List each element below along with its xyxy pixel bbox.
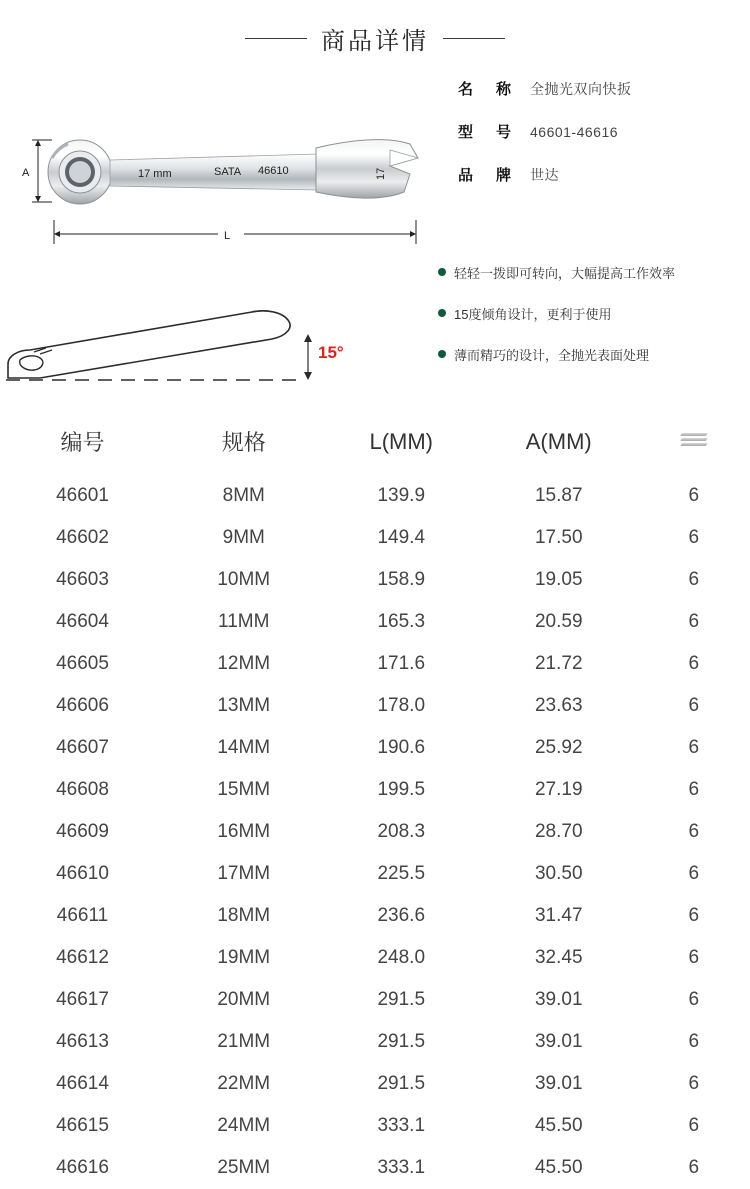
cell-thickness: 39.01 [480,1021,638,1063]
table-row [0,475,750,517]
table-row [0,559,750,601]
cell-size: 18MM [165,895,323,937]
cell-length: 139.9 [323,475,481,517]
cell-length: 190.6 [323,727,481,769]
cell-length: 165.3 [323,601,481,643]
cell-size: 21MM [165,1021,323,1063]
cell-code: 46608 [0,769,165,811]
cell-size: 10MM [165,559,323,601]
cell-thickness: 30.50 [480,853,638,895]
cell-size: 16MM [165,811,323,853]
spec-value-brand: 世达 [530,165,559,185]
cell-size: 17MM [165,853,323,895]
spec-value-name: 全抛光双向快扳 [530,79,632,99]
cell-length: 199.5 [323,769,481,811]
cell-length: 248.0 [323,937,481,979]
column-header-code: 编号 [0,414,165,475]
page-title: 商品详情 [321,21,429,56]
cell-code: 46616 [0,1147,165,1189]
cell-packaging: 6 [638,643,750,685]
cell-packaging: 6 [638,517,750,559]
cell-size: 20MM [165,979,323,1021]
cell-thickness: 39.01 [480,1063,638,1105]
cell-code: 46611 [0,895,165,937]
bullet-icon [438,309,446,317]
cell-size: 24MM [165,1105,323,1147]
cell-packaging: 6 [638,601,750,643]
feature-text: 轻轻一拨即可转向，大幅提高工作效率 [454,263,675,282]
feature-text: 薄而精巧的设计，全抛光表面处理 [454,345,649,364]
header-rule-left [245,38,307,39]
cell-size: 14MM [165,727,323,769]
cell-length: 208.3 [323,811,481,853]
angle-diagram-svg [0,290,420,400]
cell-thickness: 17.50 [480,517,638,559]
wrench-side-outline [8,311,290,378]
cell-thickness: 19.05 [480,559,638,601]
cell-packaging: 6 [638,1063,750,1105]
cell-size: 8MM [165,475,323,517]
spec-row-model [458,121,732,142]
cell-length: 178.0 [323,685,481,727]
cell-thickness: 45.50 [480,1105,638,1147]
cell-size: 12MM [165,643,323,685]
product-overview-section [0,62,750,267]
table-row [0,727,750,769]
cell-length: 291.5 [323,1021,481,1063]
table-row [0,937,750,979]
table-row [0,1063,750,1105]
table-row [0,643,750,685]
cell-size: 13MM [165,685,323,727]
cell-code: 46603 [0,559,165,601]
column-header-length: L(MM) [323,414,481,475]
cell-size: 25MM [165,1147,323,1189]
spec-value-model: 46601-46616 [530,124,618,140]
cell-packaging: 6 [638,811,750,853]
table-row [0,769,750,811]
cell-length: 225.5 [323,853,481,895]
cell-code: 46605 [0,643,165,685]
table-body [0,475,750,1189]
spec-row-brand [458,164,732,185]
cell-code: 46615 [0,1105,165,1147]
cell-code: 46602 [0,517,165,559]
dimension-l [54,220,416,244]
wrench-photo-svg [18,62,438,262]
angle-indicator [304,334,344,380]
cell-packaging: 6 [638,1021,750,1063]
cell-packaging: 6 [638,979,750,1021]
angle-label: 15° [318,343,344,362]
cell-code: 46609 [0,811,165,853]
table-header-row [0,414,750,475]
cell-thickness: 23.63 [480,685,638,727]
cell-size: 22MM [165,1063,323,1105]
table-row [0,1021,750,1063]
cell-size: 9MM [165,517,323,559]
cell-thickness: 45.50 [480,1147,638,1189]
cell-packaging: 6 [638,1105,750,1147]
table-row [0,853,750,895]
cell-code: 46617 [0,979,165,1021]
cell-packaging: 6 [638,937,750,979]
cell-length: 333.1 [323,1147,481,1189]
page-header [0,0,750,62]
cell-length: 149.4 [323,517,481,559]
cell-thickness: 21.72 [480,643,638,685]
cell-size: 15MM [165,769,323,811]
table-row [0,1147,750,1189]
cell-code: 46604 [0,601,165,643]
cell-packaging: 6 [638,727,750,769]
cell-code: 46607 [0,727,165,769]
table-row [0,895,750,937]
spec-label-brand: 品 牌 [458,164,530,185]
cell-packaging: 6 [638,1147,750,1189]
cell-code: 46613 [0,1021,165,1063]
cell-length: 333.1 [323,1105,481,1147]
cell-code: 46606 [0,685,165,727]
table-row [0,685,750,727]
svg-text:17: 17 [375,168,387,180]
table-row [0,601,750,643]
bullet-icon [438,350,446,358]
wrench-illustration [48,140,418,204]
cell-thickness: 15.87 [480,475,638,517]
cell-thickness: 28.70 [480,811,638,853]
table-row [0,1105,750,1147]
column-header-packaging [638,414,750,475]
table-row [0,979,750,1021]
bullet-icon [438,268,446,276]
dimension-a [22,140,52,202]
cell-packaging: 6 [638,475,750,517]
cell-packaging: 6 [638,685,750,727]
cell-size: 11MM [165,601,323,643]
cell-thickness: 32.45 [480,937,638,979]
spec-list [438,62,732,267]
cell-size: 19MM [165,937,323,979]
cell-packaging: 6 [638,853,750,895]
spec-row-name [458,78,732,99]
cell-code: 46612 [0,937,165,979]
cell-packaging: 6 [638,895,750,937]
column-header-thickness: A(MM) [480,414,638,475]
cell-thickness: 31.47 [480,895,638,937]
cell-length: 158.9 [323,559,481,601]
column-header-size: 规格 [165,414,323,475]
table-head [0,414,750,475]
cell-length: 236.6 [323,895,481,937]
feature-text: 15度倾角设计，更利于使用 [454,304,611,323]
cell-code: 46610 [0,853,165,895]
svg-text:A: A [22,167,30,179]
cell-packaging: 6 [638,769,750,811]
cell-thickness: 39.01 [480,979,638,1021]
cell-packaging: 6 [638,559,750,601]
cell-length: 291.5 [323,979,481,1021]
svg-text:L: L [224,230,230,242]
cell-code: 46614 [0,1063,165,1105]
table-row [0,517,750,559]
product-photo-with-dimensions [18,62,438,267]
cell-thickness: 27.19 [480,769,638,811]
table-row [0,811,750,853]
cell-thickness: 25.92 [480,727,638,769]
cell-thickness: 20.59 [480,601,638,643]
specification-table [0,414,750,1189]
svg-text:17 mm: 17 mm [138,168,172,180]
svg-text:46610: 46610 [258,165,289,177]
header-rule-right [443,38,505,39]
cell-length: 291.5 [323,1063,481,1105]
spec-label-model: 型 号 [458,121,530,142]
packaging-icon [681,431,707,449]
cell-length: 171.6 [323,643,481,685]
cell-code: 46601 [0,475,165,517]
spec-label-name: 名 称 [458,78,530,99]
svg-text:SATA: SATA [214,166,242,178]
